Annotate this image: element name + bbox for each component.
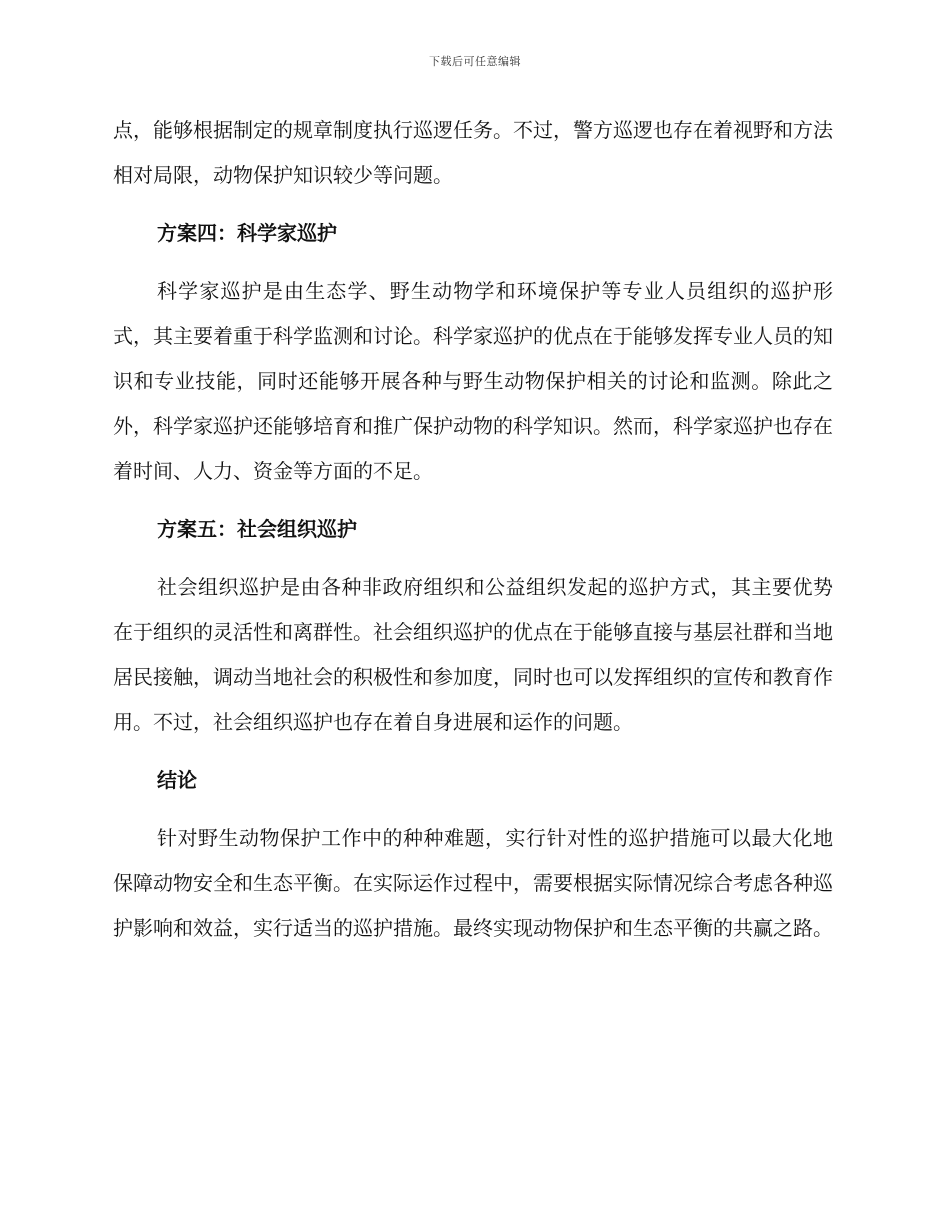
- heading-plan-five: 方案五：社会组织巡护: [157, 517, 357, 541]
- heading-plan-four: 方案四：科学家巡护: [157, 221, 337, 245]
- page-header: 下载后可任意编辑: [429, 55, 521, 68]
- paragraph-scientist-patrol: 科学家巡护是由生态学、野生动物学和环境保护等专业人员组织的巡护形式，其主要着重于科学监测和讨论。科学家巡护的优点在于能够发挥专业人员的知识和专业技能，同时还能够开展各种与野生动物保护相关的讨论和监测。除此之外，科学家巡护还能够培育和推广保护动物的科学知识。然而，科学家巡护也存在着时间、人力、资金等方面的不足。: [113, 279, 833, 483]
- paragraph-police-patrol-cont: 点，能够根据制定的规章制度执行巡逻任务。不过，警方巡逻也存在着视野和方法相对局限，动物保护知识较少等问题。: [113, 118, 833, 187]
- paragraph-social-org-patrol: 社会组织巡护是由各种非政府组织和公益组织发起的巡护方式，其主要优势在于组织的灵活性和离群性。社会组织巡护的优点在于能够直接与基层社群和当地居民接触，调动当地社会的积极性和参加度，同时也可以发挥组织的宣传和教育作用。不过，社会组织巡护也存在着自身进展和运作的问题。: [113, 575, 833, 734]
- heading-conclusion: 结论: [157, 768, 197, 792]
- document-body: [113, 108, 833, 964]
- paragraph-conclusion: 针对野生动物保护工作中的种种难题，实行针对性的巡护措施可以最大化地保障动物安全和生态平衡。在实际运作过程中，需要根据实际情况综合考虑各种巡护影响和效益，实行适当的巡护措施。最终实现动物保护和生态平衡的共赢之路。: [113, 826, 833, 940]
